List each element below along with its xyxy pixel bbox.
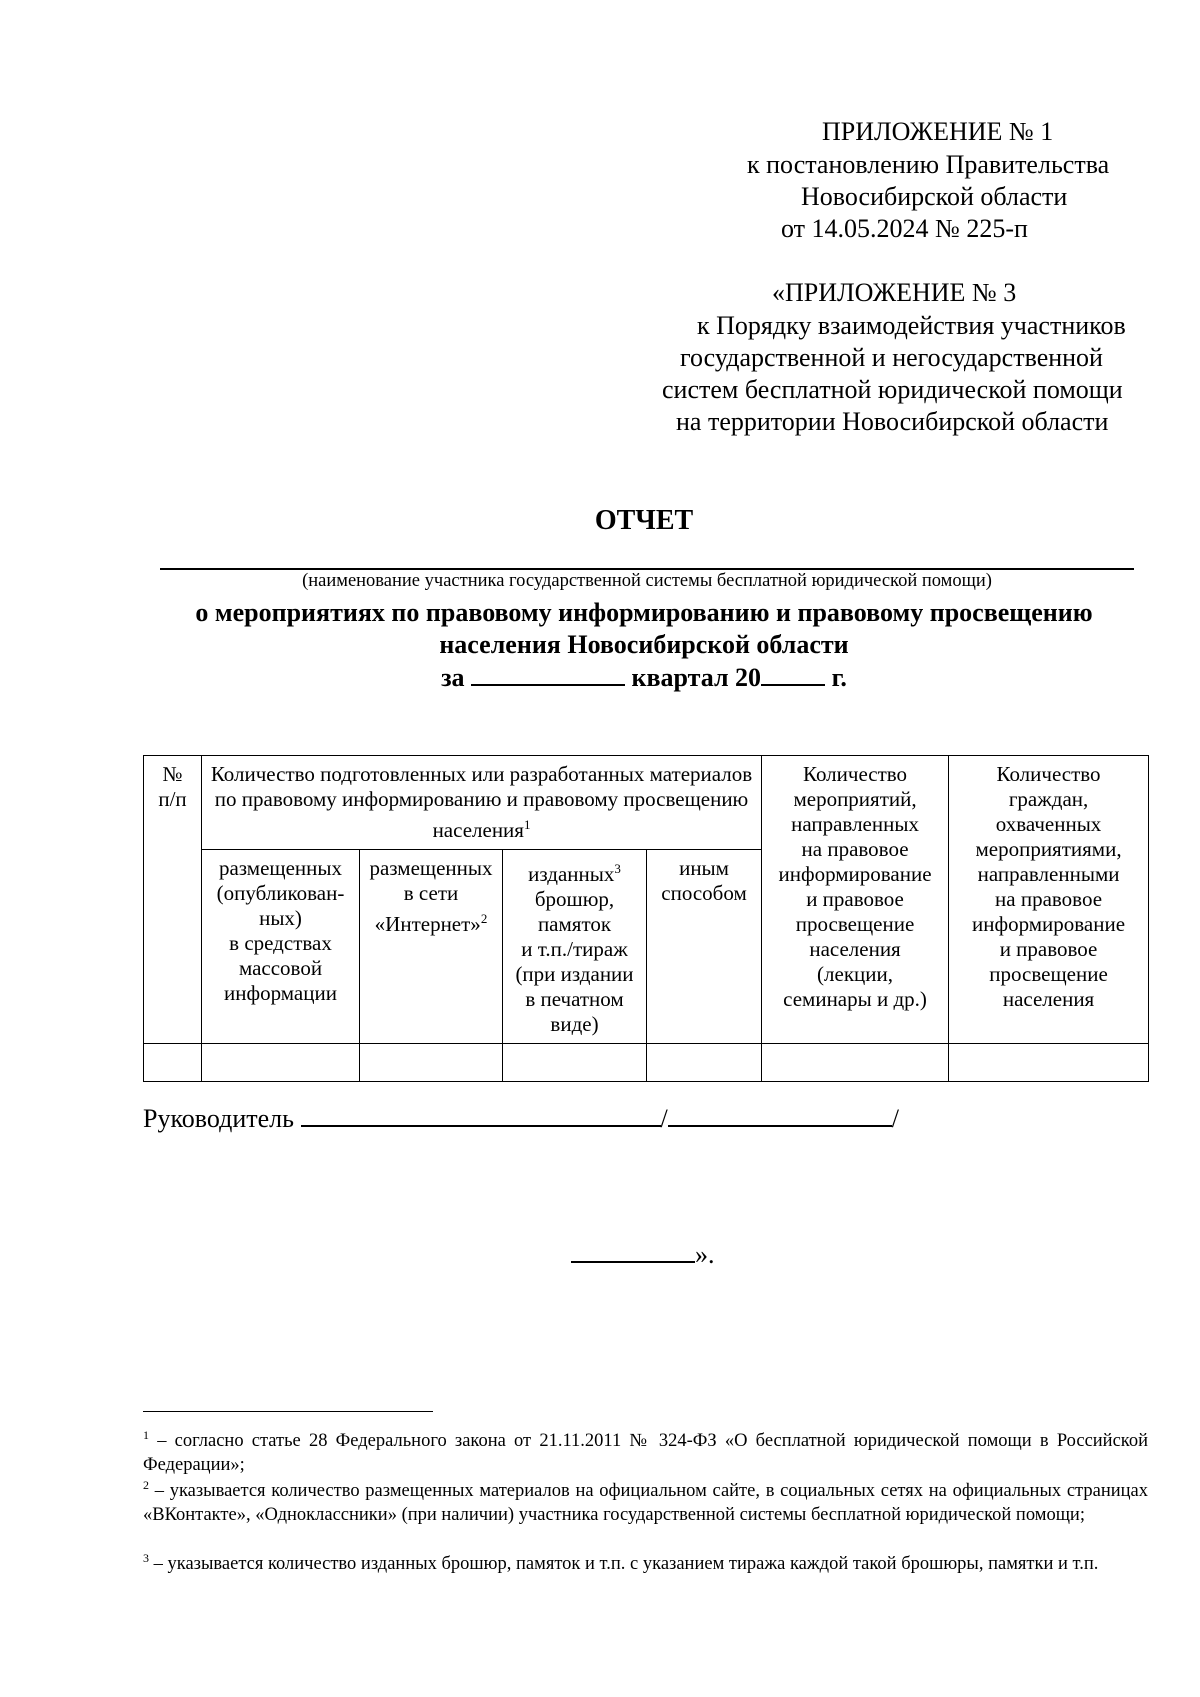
report-period xyxy=(0,662,1200,694)
table-cell[interactable] xyxy=(949,1044,1149,1082)
sub-internet-header: размещенных в сети «Интернет»$^2$ xyxy=(360,850,503,1044)
footnote-separator xyxy=(143,1411,433,1412)
closing-quote: ». xyxy=(695,1240,715,1269)
appendix3-line3: государственной и негосударственной xyxy=(680,343,1103,372)
appendix1-line4: от 14.05.2024 № 225-п xyxy=(781,214,1028,243)
sub-printed-header: изданных$^3$ брошюр, памяток и т.п./тираж (при издании в печатном виде) xyxy=(503,850,647,1044)
participant-caption: (наименование участника государственной системы бесплатной юридической помощи) xyxy=(302,571,992,591)
period-suffix: г. xyxy=(831,663,847,692)
col-number-header: № п/п xyxy=(144,756,202,1044)
appendix3-line2: к Порядку взаимодействия участников xyxy=(697,311,1126,340)
footnote-2: $^2$ – указывается количество размещенных материалов на официальном сайте, в социальных сетях на официальных страницах «ВКонтакте», «Одноклассники» (при наличии) участника государственной системы бесплатной юридической помощи; xyxy=(143,1478,1148,1526)
footnote-1: $^1$ – согласно статье 28 Федерального закона от 21.11.2011 № 324-ФЗ «О бесплатной юридической помощи в Российской Федерации»; xyxy=(143,1428,1148,1476)
appendix1-line3: Новосибирской области xyxy=(801,182,1068,211)
col-events-header: Количество мероприятий, направленных на правовое информирование и правовое просвещение населения (лекции, семинары и др.) xyxy=(762,756,949,1044)
table-cell[interactable] xyxy=(360,1044,503,1082)
appendix1-line1: ПРИЛОЖЕНИЕ № 1 xyxy=(822,117,1054,146)
signature-name-blank xyxy=(301,1103,661,1127)
col-materials-header: Количество подготовленных или разработанных материалов по правовому информированию и правовому просвещению населения$^1$ xyxy=(202,756,762,850)
table-cell[interactable] xyxy=(647,1044,762,1082)
signature-row xyxy=(143,1103,899,1135)
table-header-row xyxy=(144,756,1149,850)
table-row xyxy=(144,1044,1149,1082)
footnote-3: $^3$ – указывается количество изданных брошюр, памяток и т.п. с указанием тиража каждой такой брошюры, памятки и т.п. xyxy=(143,1551,1099,1575)
quarter-blank xyxy=(471,662,625,686)
appendix3-line4: систем бесплатной юридической помощи xyxy=(662,375,1123,404)
report-subtitle-line1: о мероприятиях по правовому информированию и правовому просвещению xyxy=(195,598,1093,627)
appendix1-line2: к постановлению Правительства xyxy=(747,150,1110,179)
report-table xyxy=(143,755,1149,1082)
closing-blank xyxy=(571,1239,695,1263)
period-prefix: за xyxy=(441,663,465,692)
report-subtitle-line2: населения Новосибирской области xyxy=(439,630,849,659)
sub-media-header: размещенных (опубликован- ных) в средствах массовой информации xyxy=(202,850,360,1044)
signature-separator1: / xyxy=(660,1104,668,1133)
table-cell[interactable] xyxy=(202,1044,360,1082)
closing-row xyxy=(571,1239,715,1271)
report-title: ОТЧЕТ xyxy=(594,505,694,536)
appendix3-line1: «ПРИЛОЖЕНИЕ № 3 xyxy=(772,278,1017,307)
year-blank xyxy=(761,662,825,686)
appendix3-line5: на территории Новосибирской области xyxy=(676,407,1109,436)
signature-separator2: / xyxy=(891,1104,899,1133)
signature-label: Руководитель xyxy=(143,1104,294,1133)
table-cell[interactable] xyxy=(503,1044,647,1082)
period-middle: квартал 20 xyxy=(631,663,762,692)
signature-initials-blank xyxy=(668,1103,892,1127)
sub-other-header: иным способом xyxy=(647,850,762,1044)
table-cell[interactable] xyxy=(762,1044,949,1082)
col-citizens-header: Количество граждан, охваченных мероприятиями, направленными на правовое информирование и правовое просвещение населения xyxy=(949,756,1149,1044)
participant-name-line xyxy=(160,568,1134,570)
table-cell[interactable] xyxy=(144,1044,202,1082)
